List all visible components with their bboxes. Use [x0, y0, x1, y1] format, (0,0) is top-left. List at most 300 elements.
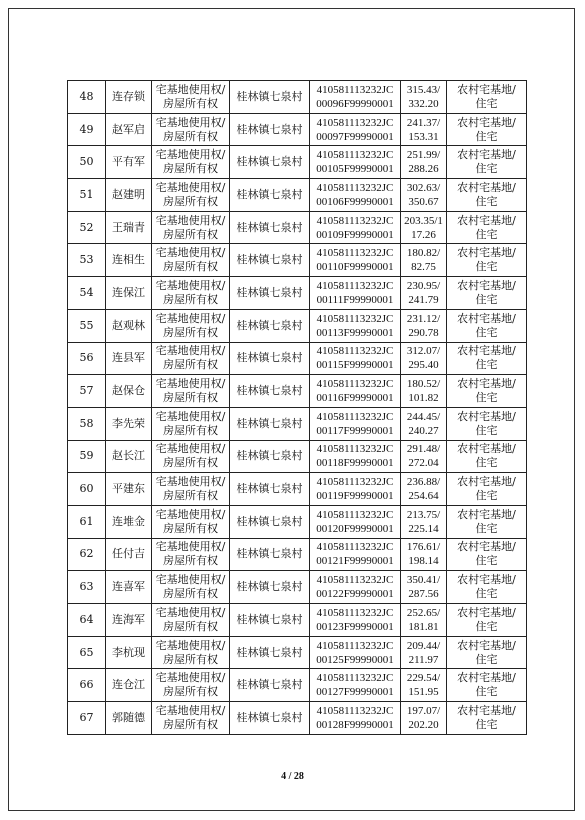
right-type-cell [152, 375, 230, 408]
owner-name-cell [106, 669, 152, 702]
land-use-cell [447, 571, 527, 604]
right-type-cell-text: 宅基地使用权/ [155, 115, 226, 129]
area-cell-text: 295.40 [408, 359, 439, 372]
land-use-cell-text: 农村宅基地/ [457, 82, 516, 96]
owner-name-cell-text: 王瑞青 [112, 220, 145, 234]
unit-code-cell [310, 407, 401, 440]
location-cell-text: 桂林镇七泉村 [236, 318, 303, 332]
area-cell [401, 211, 447, 244]
location-cell-text: 桂林镇七泉村 [236, 351, 303, 365]
area-cell [401, 538, 447, 571]
land-use-cell [447, 309, 527, 342]
location-cell [230, 375, 310, 408]
land-use-cell [447, 604, 527, 637]
row-number-cell [68, 604, 106, 637]
table-row [68, 538, 527, 571]
right-type-cell [152, 179, 230, 212]
row-number-cell-text: 58 [79, 416, 94, 430]
right-type-cell-text: 房屋所有权 [163, 292, 218, 306]
land-use-cell [447, 342, 527, 375]
table-row [68, 505, 527, 538]
right-type-cell-text: 宅基地使用权/ [155, 180, 226, 194]
land-use-cell [447, 375, 527, 408]
location-cell-text: 桂林镇七泉村 [236, 220, 303, 234]
owner-name-cell-text: 赵军启 [112, 122, 145, 136]
right-type-cell [152, 538, 230, 571]
unit-code-cell-text: 410581113232JC [316, 378, 394, 391]
area-cell-text: 151.95 [408, 686, 439, 699]
right-type-cell-text: 房屋所有权 [163, 194, 218, 208]
unit-code-cell [310, 81, 401, 114]
location-cell [230, 244, 310, 277]
area-cell-text: 82.75 [411, 261, 436, 274]
location-cell-text: 桂林镇七泉村 [236, 416, 303, 430]
row-number-cell [68, 505, 106, 538]
unit-code-cell [310, 604, 401, 637]
land-use-cell-text: 农村宅基地/ [457, 115, 516, 129]
right-type-cell [152, 211, 230, 244]
location-cell-text: 桂林镇七泉村 [236, 122, 303, 136]
land-use-cell-text: 农村宅基地/ [457, 671, 516, 685]
location-cell-text: 桂林镇七泉村 [236, 514, 303, 528]
row-number-cell [68, 113, 106, 146]
right-type-cell-text: 宅基地使用权/ [155, 148, 226, 162]
area-cell-text: 229.54/ [406, 672, 441, 685]
owner-name-cell [106, 505, 152, 538]
area-cell-text: 198.14 [408, 555, 439, 568]
land-use-cell [447, 179, 527, 212]
row-number-cell-text: 67 [79, 710, 94, 724]
right-type-cell [152, 113, 230, 146]
location-cell-text: 桂林镇七泉村 [236, 89, 303, 103]
unit-code-cell [310, 636, 401, 669]
owner-name-cell-text: 连保江 [112, 285, 145, 299]
land-use-cell-text: 住宅 [475, 423, 498, 437]
owner-name-cell [106, 604, 152, 637]
area-cell-text: 254.64 [408, 490, 439, 503]
unit-code-cell-text: 410581113232JC [316, 541, 394, 554]
right-type-cell-text: 房屋所有权 [163, 554, 218, 568]
row-number-cell-text: 49 [79, 122, 94, 136]
row-number-cell-text: 55 [79, 318, 94, 332]
area-cell [401, 440, 447, 473]
right-type-cell [152, 702, 230, 735]
land-use-cell-text: 农村宅基地/ [457, 605, 516, 619]
row-number-cell [68, 309, 106, 342]
row-number-cell [68, 146, 106, 179]
unit-code-cell-text: 410581113232JC [316, 83, 394, 96]
area-cell-text: 241.37/ [406, 116, 441, 129]
unit-code-cell [310, 342, 401, 375]
right-type-cell-text: 宅基地使用权/ [155, 671, 226, 685]
owner-name-cell-text: 连喜军 [112, 580, 145, 594]
owner-name-cell-text: 赵保仓 [112, 384, 145, 398]
right-type-cell-text: 房屋所有权 [163, 456, 218, 470]
land-use-cell-text: 住宅 [475, 685, 498, 699]
land-use-cell [447, 81, 527, 114]
land-use-cell-text: 住宅 [475, 619, 498, 633]
table-row [68, 211, 527, 244]
location-cell-text: 桂林镇七泉村 [236, 678, 303, 692]
unit-code-cell [310, 571, 401, 604]
unit-code-cell-text: 410581113232JC [316, 606, 394, 619]
unit-code-cell [310, 440, 401, 473]
owner-name-cell [106, 702, 152, 735]
area-cell-text: 231.12/ [406, 312, 441, 325]
owner-name-cell [106, 277, 152, 310]
area-cell-text: 315.43/ [406, 83, 441, 96]
land-use-cell-text: 农村宅基地/ [457, 475, 516, 489]
unit-code-cell-text: 00118F99990001 [316, 457, 394, 470]
area-cell [401, 309, 447, 342]
area-cell-text: 213.75/ [406, 508, 441, 521]
location-cell [230, 81, 310, 114]
location-cell-text: 桂林镇七泉村 [236, 645, 303, 659]
unit-code-cell-text: 410581113232JC [316, 672, 394, 685]
location-cell-text: 桂林镇七泉村 [236, 482, 303, 496]
unit-code-cell-text: 00120F99990001 [316, 522, 394, 535]
table-row [68, 375, 527, 408]
land-use-cell-text: 农村宅基地/ [457, 409, 516, 423]
area-cell [401, 81, 447, 114]
owner-name-cell-text: 任付吉 [112, 547, 145, 561]
area-cell-text: 181.81 [408, 620, 439, 633]
area-cell-text: 180.82/ [406, 247, 441, 260]
row-number-cell [68, 702, 106, 735]
unit-code-cell [310, 113, 401, 146]
page-number: 4 / 28 [281, 771, 304, 782]
owner-name-cell-text: 连海军 [112, 612, 145, 626]
land-use-cell [447, 440, 527, 473]
location-cell [230, 505, 310, 538]
unit-code-cell-text: 410581113232JC [316, 508, 394, 521]
area-cell [401, 113, 447, 146]
table-row [68, 342, 527, 375]
land-use-cell [447, 407, 527, 440]
owner-name-cell [106, 571, 152, 604]
location-cell-text: 桂林镇七泉村 [236, 612, 303, 626]
land-use-cell-text: 农村宅基地/ [457, 638, 516, 652]
unit-code-cell-text: 00097F99990001 [316, 130, 394, 143]
unit-code-cell [310, 702, 401, 735]
owner-name-cell [106, 375, 152, 408]
owner-name-cell [106, 81, 152, 114]
right-type-cell-text: 宅基地使用权/ [155, 344, 226, 358]
right-type-cell-text: 房屋所有权 [163, 325, 218, 339]
unit-code-cell-text: 00127F99990001 [316, 686, 394, 699]
unit-code-cell-text: 00109F99990001 [316, 228, 394, 241]
land-use-cell [447, 636, 527, 669]
unit-code-cell-text: 00106F99990001 [316, 195, 394, 208]
area-cell-text: 202.20 [408, 718, 439, 731]
owner-name-cell [106, 309, 152, 342]
table-row [68, 702, 527, 735]
right-type-cell-text: 宅基地使用权/ [155, 638, 226, 652]
row-number-cell-text: 59 [79, 449, 94, 463]
area-cell [401, 146, 447, 179]
row-number-cell [68, 473, 106, 506]
unit-code-cell-text: 00115F99990001 [316, 359, 394, 372]
row-number-cell [68, 669, 106, 702]
table-body [68, 81, 527, 735]
unit-code-cell-text: 410581113232JC [316, 476, 394, 489]
area-cell-text: 312.07/ [406, 345, 441, 358]
location-cell [230, 146, 310, 179]
area-cell [401, 669, 447, 702]
right-type-cell-text: 宅基地使用权/ [155, 213, 226, 227]
owner-name-cell [106, 440, 152, 473]
right-type-cell [152, 669, 230, 702]
area-cell-text: 225.14 [408, 522, 439, 535]
owner-name-cell [106, 538, 152, 571]
area-cell [401, 179, 447, 212]
owner-name-cell-text: 连县军 [112, 351, 145, 365]
right-type-cell-text: 宅基地使用权/ [155, 507, 226, 521]
row-number-cell-text: 62 [79, 547, 94, 561]
land-use-cell-text: 农村宅基地/ [457, 311, 516, 325]
land-use-cell [447, 669, 527, 702]
row-number-cell-text: 50 [79, 155, 94, 169]
area-cell-text: 288.26 [408, 163, 439, 176]
owner-name-cell-text: 连仓江 [112, 678, 145, 692]
location-cell [230, 440, 310, 473]
owner-name-cell-text: 赵长江 [112, 449, 145, 463]
unit-code-cell-text: 00125F99990001 [316, 653, 394, 666]
unit-code-cell-text: 00121F99990001 [316, 555, 394, 568]
owner-name-cell [106, 473, 152, 506]
land-use-cell-text: 住宅 [475, 456, 498, 470]
right-type-cell-text: 宅基地使用权/ [155, 540, 226, 554]
location-cell [230, 113, 310, 146]
row-number-cell-text: 57 [79, 384, 94, 398]
table-row [68, 407, 527, 440]
area-cell-text: 176.61/ [406, 541, 441, 554]
row-number-cell-text: 61 [79, 514, 94, 528]
land-use-cell-text: 住宅 [475, 652, 498, 666]
unit-code-cell-text: 00119F99990001 [316, 490, 394, 503]
owner-name-cell-text: 李杭现 [112, 645, 145, 659]
area-cell-text: 153.31 [408, 130, 439, 143]
right-type-cell-text: 房屋所有权 [163, 685, 218, 699]
right-type-cell [152, 81, 230, 114]
land-use-cell-text: 农村宅基地/ [457, 442, 516, 456]
land-use-cell-text: 住宅 [475, 96, 498, 110]
land-use-cell-text: 住宅 [475, 554, 498, 568]
area-cell-text: 101.82 [408, 392, 439, 405]
location-cell [230, 407, 310, 440]
owner-name-cell [106, 636, 152, 669]
land-use-cell-text: 住宅 [475, 358, 498, 372]
unit-code-cell [310, 375, 401, 408]
right-type-cell-text: 房屋所有权 [163, 227, 218, 241]
land-use-cell [447, 113, 527, 146]
row-number-cell-text: 48 [79, 89, 94, 103]
area-cell-text: 211.97 [408, 653, 439, 666]
right-type-cell [152, 636, 230, 669]
land-use-cell-text: 农村宅基地/ [457, 148, 516, 162]
area-cell-text: 17.26 [411, 228, 436, 241]
right-type-cell-text: 房屋所有权 [163, 260, 218, 274]
land-use-cell-text: 农村宅基地/ [457, 278, 516, 292]
area-cell [401, 473, 447, 506]
row-number-cell [68, 179, 106, 212]
area-cell-text: 241.79 [408, 293, 439, 306]
unit-code-cell [310, 244, 401, 277]
location-cell-text: 桂林镇七泉村 [236, 253, 303, 267]
row-number-cell-text: 51 [79, 187, 94, 201]
right-type-cell-text: 房屋所有权 [163, 521, 218, 535]
right-type-cell [152, 440, 230, 473]
row-number-cell-text: 64 [79, 612, 94, 626]
area-cell [401, 636, 447, 669]
land-use-cell-text: 住宅 [475, 325, 498, 339]
land-use-cell-text: 农村宅基地/ [457, 246, 516, 260]
location-cell [230, 669, 310, 702]
unit-code-cell-text: 00096F99990001 [316, 97, 394, 110]
land-use-cell-text: 住宅 [475, 489, 498, 503]
area-cell-text: 332.20 [408, 97, 439, 110]
unit-code-cell [310, 473, 401, 506]
land-use-cell [447, 244, 527, 277]
owner-name-cell [106, 244, 152, 277]
area-cell-text: 290.78 [408, 326, 439, 339]
table-row [68, 636, 527, 669]
right-type-cell-text: 宅基地使用权/ [155, 311, 226, 325]
right-type-cell-text: 房屋所有权 [163, 717, 218, 731]
right-type-cell-text: 宅基地使用权/ [155, 573, 226, 587]
right-type-cell [152, 505, 230, 538]
row-number-cell-text: 52 [79, 220, 94, 234]
area-cell [401, 604, 447, 637]
unit-code-cell-text: 00128F99990001 [316, 718, 394, 731]
row-number-cell [68, 407, 106, 440]
area-cell-text: 350.41/ [406, 574, 441, 587]
location-cell-text: 桂林镇七泉村 [236, 710, 303, 724]
right-type-cell [152, 604, 230, 637]
owner-name-cell-text: 连相生 [112, 253, 145, 267]
land-use-cell [447, 146, 527, 179]
land-use-cell [447, 538, 527, 571]
right-type-cell [152, 277, 230, 310]
row-number-cell-text: 60 [79, 482, 94, 496]
unit-code-cell [310, 179, 401, 212]
right-type-cell [152, 244, 230, 277]
unit-code-cell-text: 00117F99990001 [316, 424, 394, 437]
unit-code-cell [310, 669, 401, 702]
unit-code-cell-text: 410581113232JC [316, 149, 394, 162]
land-use-cell [447, 505, 527, 538]
right-type-cell-text: 宅基地使用权/ [155, 409, 226, 423]
table-row [68, 309, 527, 342]
land-use-cell [447, 702, 527, 735]
row-number-cell [68, 440, 106, 473]
area-cell-text: 244.45/ [406, 410, 441, 423]
location-cell [230, 211, 310, 244]
row-number-cell [68, 636, 106, 669]
land-use-cell-text: 农村宅基地/ [457, 507, 516, 521]
location-cell [230, 571, 310, 604]
area-cell-text: 230.95/ [406, 279, 441, 292]
area-cell-text: 252.65/ [406, 606, 441, 619]
land-use-cell-text: 农村宅基地/ [457, 344, 516, 358]
area-cell-text: 251.99/ [406, 149, 441, 162]
land-use-cell [447, 211, 527, 244]
row-number-cell [68, 211, 106, 244]
owner-name-cell-text: 李先荣 [112, 416, 145, 430]
land-use-cell-text: 农村宅基地/ [457, 573, 516, 587]
right-type-cell-text: 房屋所有权 [163, 96, 218, 110]
land-use-cell [447, 277, 527, 310]
area-cell-text: 350.67 [408, 195, 439, 208]
owner-name-cell [106, 113, 152, 146]
location-cell-text: 桂林镇七泉村 [236, 285, 303, 299]
right-type-cell-text: 宅基地使用权/ [155, 703, 226, 717]
row-number-cell-text: 65 [79, 645, 94, 659]
right-type-cell [152, 342, 230, 375]
right-type-cell-text: 宅基地使用权/ [155, 377, 226, 391]
unit-code-cell [310, 538, 401, 571]
table-row [68, 179, 527, 212]
area-cell-text: 287.56 [408, 588, 439, 601]
table-row [68, 113, 527, 146]
row-number-cell [68, 538, 106, 571]
land-use-cell-text: 住宅 [475, 717, 498, 731]
unit-code-cell-text: 410581113232JC [316, 312, 394, 325]
right-type-cell-text: 房屋所有权 [163, 423, 218, 437]
unit-code-cell-text: 410581113232JC [316, 116, 394, 129]
land-use-cell-text: 住宅 [475, 292, 498, 306]
row-number-cell [68, 571, 106, 604]
land-use-cell-text: 住宅 [475, 162, 498, 176]
land-use-cell-text: 农村宅基地/ [457, 703, 516, 717]
unit-code-cell-text: 410581113232JC [316, 345, 394, 358]
area-cell [401, 375, 447, 408]
area-cell [401, 702, 447, 735]
right-type-cell-text: 房屋所有权 [163, 391, 218, 405]
location-cell [230, 309, 310, 342]
right-type-cell-text: 宅基地使用权/ [155, 246, 226, 260]
table-row [68, 81, 527, 114]
area-cell [401, 342, 447, 375]
location-cell [230, 604, 310, 637]
row-number-cell [68, 277, 106, 310]
area-cell [401, 505, 447, 538]
area-cell-text: 197.07/ [406, 704, 441, 717]
location-cell-text: 桂林镇七泉村 [236, 580, 303, 594]
table-row [68, 244, 527, 277]
right-type-cell [152, 473, 230, 506]
unit-code-cell [310, 211, 401, 244]
unit-code-cell-text: 00110F99990001 [316, 261, 394, 274]
location-cell [230, 538, 310, 571]
land-use-cell-text: 住宅 [475, 194, 498, 208]
area-cell-text: 291.48/ [406, 443, 441, 456]
land-use-cell [447, 473, 527, 506]
location-cell [230, 277, 310, 310]
land-use-cell-text: 农村宅基地/ [457, 377, 516, 391]
unit-code-cell-text: 00113F99990001 [316, 326, 394, 339]
area-cell-text: 240.27 [408, 424, 439, 437]
table-row [68, 571, 527, 604]
row-number-cell [68, 244, 106, 277]
table-row [68, 277, 527, 310]
area-cell-text: 272.04 [408, 457, 439, 470]
right-type-cell-text: 房屋所有权 [163, 489, 218, 503]
owner-name-cell [106, 146, 152, 179]
location-cell [230, 636, 310, 669]
owner-name-cell-text: 赵建明 [112, 187, 145, 201]
land-use-cell-text: 住宅 [475, 521, 498, 535]
